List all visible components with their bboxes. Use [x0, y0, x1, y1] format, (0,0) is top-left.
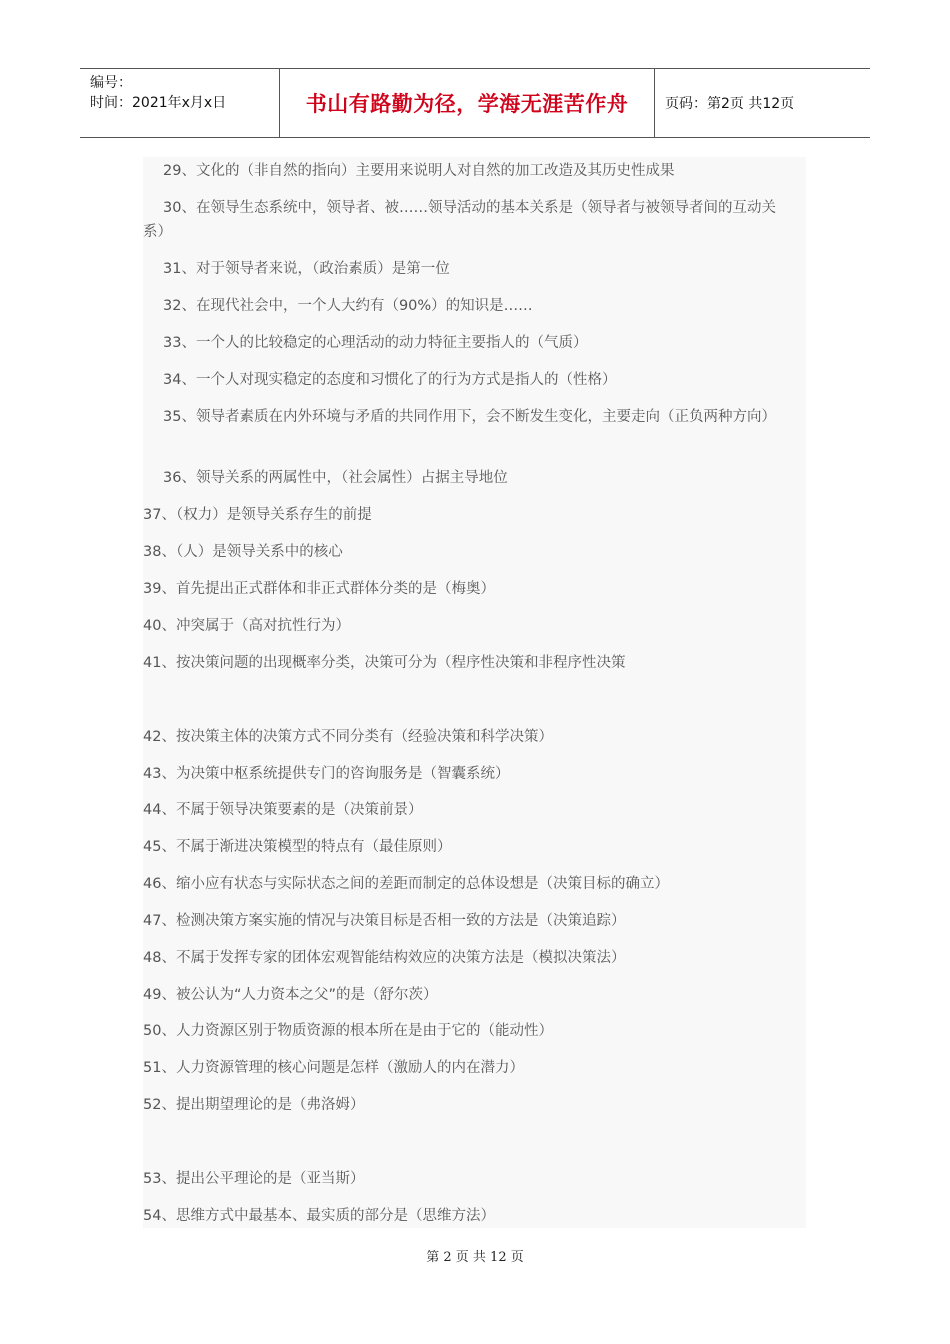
list-item: 46、缩小应有状态与实际状态之间的差距而制定的总体设想是（决策目标的确立） [143, 876, 669, 892]
list-item: 50、人力资源区别于物质资源的根本所在是由于它的（能动性） [143, 1023, 553, 1039]
list-item: 32、在现代社会中，一个人大约有（90%）的知识是…… [163, 298, 533, 314]
header-motto: 书山有路勤为径，学海无涯苦作舟 [305, 91, 629, 116]
list-item: 40、冲突属于（高对抗性行为） [143, 618, 350, 634]
list-item: 45、不属于渐进决策模型的特点有（最佳原则） [143, 839, 452, 855]
header-meta [80, 69, 280, 137]
page-header [80, 68, 870, 138]
list-item: 30、在领导生态系统中，领导者、被……领导活动的基本关系是（领导者与被领导者间的互动关系） [143, 200, 776, 240]
header-page-info: 页码：第2页 共12页 [665, 96, 795, 112]
list-item: 39、首先提出正式群体和非正式群体分类的是（梅奥） [143, 581, 495, 597]
list-item: 44、不属于领导决策要素的是（决策前景） [143, 802, 423, 818]
list-item: 35、领导者素质在内外环境与矛盾的共同作用下，会不断发生变化，主要走向（正负两种方向） [163, 409, 776, 425]
header-page-info-cell [655, 69, 870, 137]
list-item: 42、按决策主体的决策方式不同分类有（经验决策和科学决策） [143, 729, 553, 745]
list-item: 37、（权力）是领导关系存生的前提 [143, 507, 372, 523]
list-item: 47、检测决策方案实施的情况与决策目标是否相一致的方法是（决策追踪） [143, 913, 626, 929]
list-item: 41、按决策问题的出现概率分类，决策可分为（程序性决策和非程序性决策 [143, 655, 626, 671]
document-number-label: 编号： [90, 75, 132, 91]
list-item: 48、不属于发挥专家的团体宏观智能结构效应的决策方法是（模拟决策法） [143, 950, 626, 966]
list-item: 51、人力资源管理的核心问题是怎样（激励人的内在潜力） [143, 1060, 524, 1076]
list-item: 31、对于领导者来说，（政治素质）是第一位 [163, 261, 450, 277]
list-item: 54、思维方式中最基本、最实质的部分是（思维方法） [143, 1208, 495, 1224]
list-item: 34、一个人对现实稳定的态度和习惯化了的行为方式是指人的（性格） [163, 372, 617, 388]
list-item: 52、提出期望理论的是（弗洛姆） [143, 1097, 365, 1113]
list-item: 38、（人）是领导关系中的核心 [143, 544, 343, 560]
document-body [143, 157, 806, 1228]
list-item: 29、文化的（非自然的指向）主要用来说明人对自然的加工改造及其历史性成果 [163, 163, 675, 179]
list-item: 53、提出公平理论的是（亚当斯） [143, 1171, 365, 1187]
list-item: 43、为决策中枢系统提供专门的咨询服务是（智囊系统） [143, 766, 510, 782]
page-footer: 第 2 页 共 12 页 [426, 1250, 524, 1265]
document-time-label: 时间：2021年x月x日 [90, 95, 227, 111]
list-item: 36、领导关系的两属性中，（社会属性）占据主导地位 [163, 470, 508, 486]
header-motto-cell [280, 69, 655, 137]
list-item: 49、被公认为“人力资本之父”的是（舒尔茨） [143, 987, 438, 1003]
list-item: 33、一个人的比较稳定的心理活动的动力特征主要指人的（气质） [163, 335, 588, 351]
